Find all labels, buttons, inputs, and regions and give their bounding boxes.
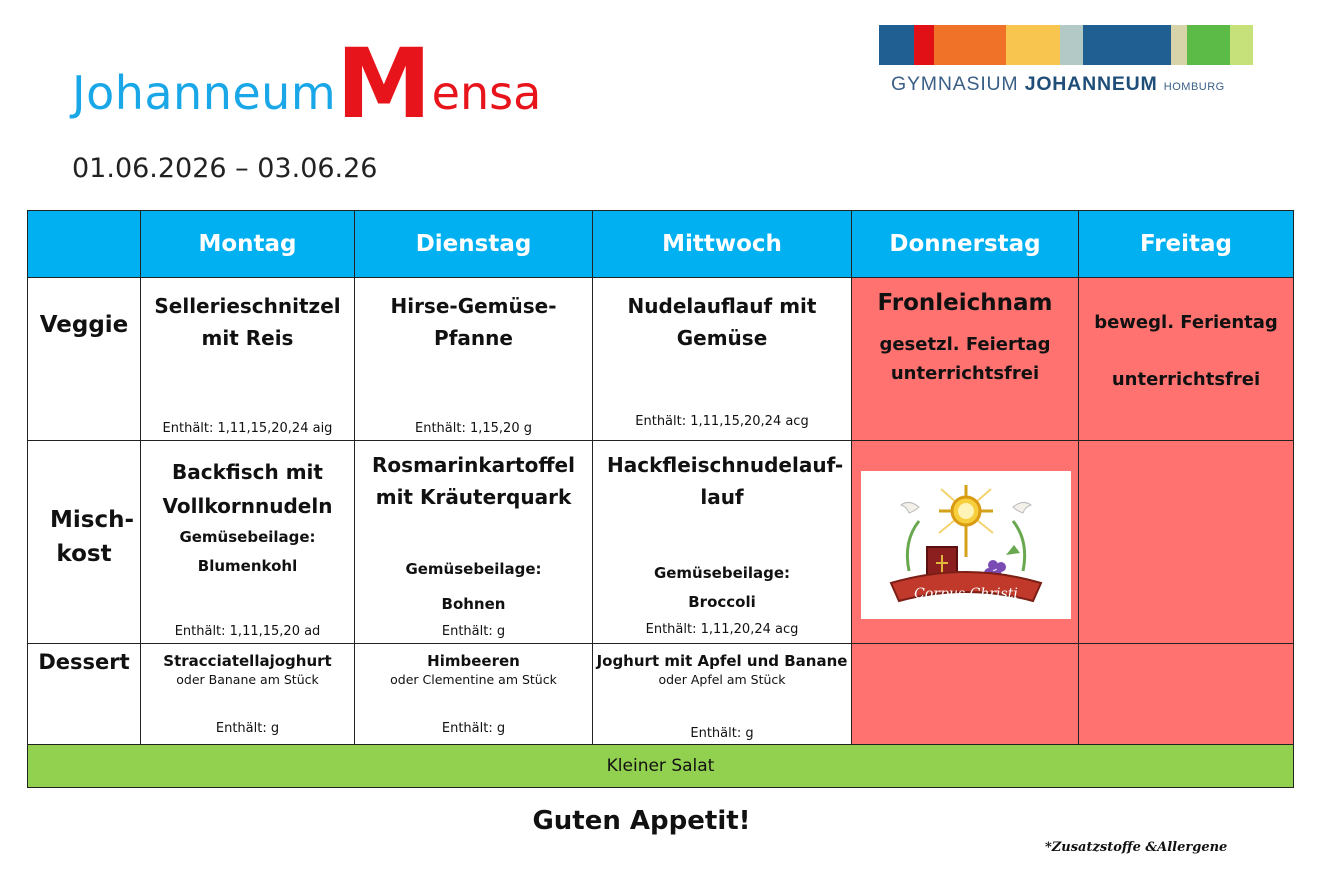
image-banner-text: Corpus Christi: [914, 586, 1018, 602]
side-dish: Bohnen: [441, 595, 506, 613]
row-label-dessert: [28, 644, 141, 745]
corpus-christi-illustration: [861, 471, 1071, 619]
logo-stripe: [1230, 25, 1253, 65]
dish-name: Rosmarinkartoffel mit Kräuterquark: [372, 453, 575, 509]
logo-text-suffix: HOMBURG: [1163, 81, 1225, 93]
dessert-alternative: oder Clementine am Stück: [390, 672, 557, 687]
dessert-name: Stracciatellajoghurt: [163, 652, 332, 670]
veggie-montag-cell: [141, 278, 355, 441]
veggie-row: [28, 278, 1294, 441]
side-dish: Broccoli: [688, 593, 756, 611]
dessert-name: Himbeeren: [427, 652, 520, 670]
date-range: 01.06.2026 – 03.06.26: [72, 153, 378, 184]
title-part-johanneum: Johanneum: [72, 66, 337, 120]
school-logo: [879, 25, 1253, 96]
veggie-dienstag-cell: [355, 278, 593, 441]
page-title: [72, 28, 542, 140]
allergen-info: Enthält: 1,11,15,20,24 aig: [162, 421, 333, 436]
table-header-row: [28, 211, 1294, 278]
corner-cell: [28, 211, 141, 278]
salad-row: [28, 745, 1294, 788]
title-part-ensa: ensa: [431, 66, 542, 120]
side-label: Gemüsebeilage:: [179, 528, 316, 546]
logo-stripe: [879, 25, 914, 65]
mischkost-row: [28, 441, 1294, 644]
logo-stripe: [1171, 25, 1187, 65]
day-header-mittwoch: Mittwoch: [593, 211, 852, 278]
day-header-donnerstag: Donnerstag: [852, 211, 1079, 278]
day-header-dienstag: Dienstag: [355, 211, 593, 278]
dessert-row: [28, 644, 1294, 745]
dessert-dienstag-cell: [355, 644, 593, 745]
dish-name: Nudelauflauf mit Gemüse: [627, 294, 817, 350]
side-label: Gemüsebeilage:: [653, 564, 791, 582]
logo-stripe: [1060, 25, 1083, 65]
allergen-info: Enthält: g: [215, 721, 280, 736]
dessert-alternative: oder Apfel am Stück: [658, 672, 786, 687]
dessert-name: Joghurt mit Apfel und Banane: [596, 652, 848, 670]
allergen-info: Enthält: 1,11,15,20,24 acg: [635, 414, 809, 429]
allergen-info: Enthält: 1,11,20,24 acg: [645, 622, 799, 637]
dessert-montag-cell: [141, 644, 355, 745]
logo-text-prefix: GYMNASIUM: [891, 73, 1025, 95]
logo-color-bar: [879, 25, 1253, 65]
veggie-mittwoch-cell: [593, 278, 852, 441]
allergen-info: Enthält: g: [441, 624, 506, 639]
side-dish: Blumenkohl: [197, 557, 298, 575]
day-header-montag: Montag: [141, 211, 355, 278]
misch-mittwoch-cell: [593, 441, 852, 644]
guten-appetit: Guten Appetit!: [532, 806, 751, 836]
ferientag-line2: unterrichtsfrei: [1111, 369, 1261, 390]
donnerstag-dessert-cell: [852, 644, 1079, 745]
allergen-info: Enthält: g: [690, 726, 754, 741]
logo-stripe: [914, 25, 934, 65]
day-header-freitag: Freitag: [1079, 211, 1294, 278]
corpus-christi-image: [861, 471, 1071, 619]
logo-stripe: [1006, 25, 1060, 65]
misch-dienstag-cell: [355, 441, 593, 644]
misch-montag-cell: [141, 441, 355, 644]
logo-text: [879, 73, 1253, 96]
title-big-m: M: [336, 28, 432, 140]
dish-name: Hirse-Gemüse-Pfanne: [390, 294, 557, 350]
freitag-holiday-cell: [1079, 278, 1294, 441]
menu-table: [27, 210, 1294, 788]
salad-banner: Kleiner Salat: [28, 745, 1294, 788]
donnerstag-holiday-cell: [852, 278, 1079, 441]
dessert-alternative: oder Banane am Stück: [176, 672, 319, 687]
allergen-info: Enthält: g: [441, 721, 506, 736]
dish-name: Hackfleischnudelauf-lauf: [607, 453, 844, 509]
row-label-mischkost: [28, 441, 141, 644]
holiday-line1: gesetzl. Feiertag: [879, 334, 1051, 355]
allergen-info: Enthält: 1,15,20 g: [415, 421, 532, 436]
holiday-title: Fronleichnam: [877, 290, 1053, 316]
freitag-dessert-cell: [1079, 644, 1294, 745]
logo-stripe: [1187, 25, 1230, 65]
row-label-veggie: [28, 278, 141, 441]
dish-name: Sellerieschnitzel mit Reis: [154, 294, 341, 350]
freitag-empty-cell: [1079, 441, 1294, 644]
side-label: Gemüsebeilage:: [405, 560, 542, 578]
allergen-footnote: *Zusatzstoffe &Allergene: [1045, 840, 1228, 855]
allergen-info: Enthält: 1,11,15,20 ad: [174, 624, 321, 639]
ferientag-line1: bewegl. Ferientag: [1094, 312, 1278, 333]
logo-stripe: [1083, 25, 1171, 65]
donnerstag-image-cell: [852, 441, 1079, 644]
row-label-mischkost-text: Misch-kost: [50, 507, 135, 567]
dish-name: Backfisch mit Vollkornnudeln: [162, 460, 333, 518]
dessert-mittwoch-cell: [593, 644, 852, 745]
logo-text-bold: JOHANNEUM: [1024, 73, 1158, 95]
logo-stripe: [934, 25, 1006, 65]
row-label-veggie-text: Veggie: [39, 312, 129, 338]
row-label-dessert-text: Dessert: [38, 650, 130, 674]
holiday-line2: unterrichtsfrei: [890, 363, 1040, 384]
